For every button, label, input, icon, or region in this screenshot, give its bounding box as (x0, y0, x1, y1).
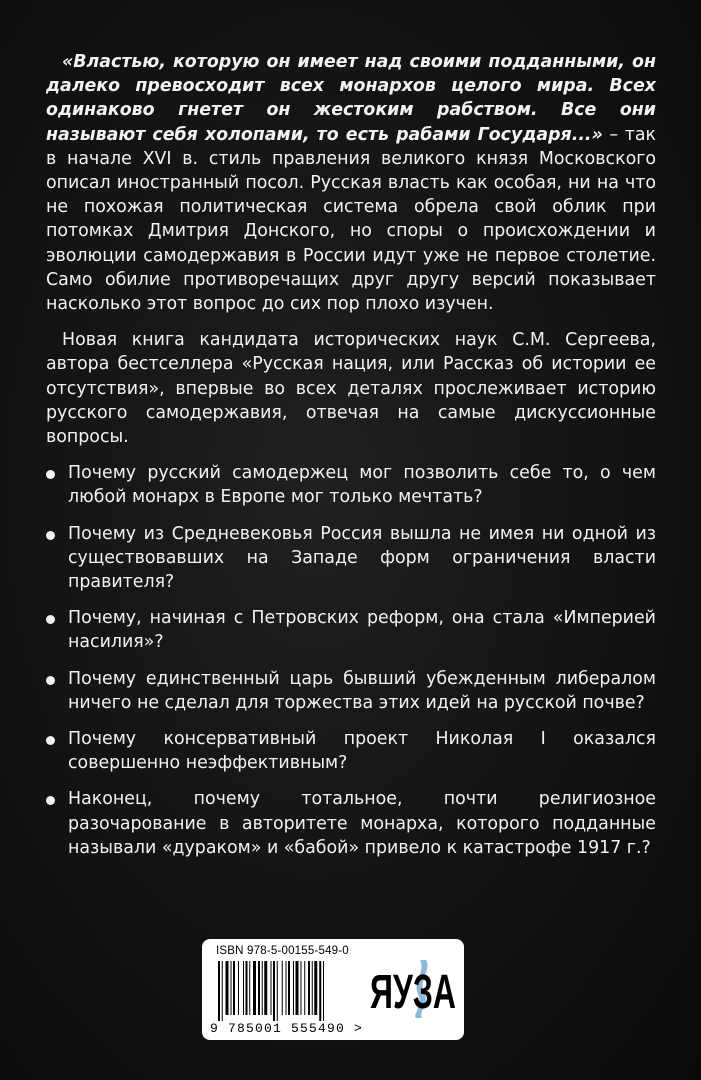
question-item (46, 522, 656, 595)
barcode-bar (218, 961, 220, 1021)
question-text: Наконец, почему тотальное, почти религиозное разочарование в авторитете монарха, которого подданные называли «дураком» и «бабой» привело к катастрофе 1917 г.? (68, 789, 656, 858)
book-description: Новая книга кандидата исторических наук С.М. Сергеева, автора бестселлера «Русская нация, или Рассказ об истории ее отсутствия», впервые во всех деталях прослеживает историю русского самодержавия, отвечая на самые дискуссионные вопросы. (46, 330, 656, 448)
bullet-icon (46, 736, 55, 745)
bullet-icon (46, 470, 55, 479)
barcode-bar (222, 961, 223, 1021)
barcode-bar (231, 961, 232, 1015)
barcode-bar (293, 961, 294, 1015)
barcode-bar (246, 961, 248, 1015)
barcode-bar (319, 961, 321, 1021)
bullet-icon (46, 531, 55, 540)
question-text: Почему из Средневековья Россия вышла не имея ни одной из существовавших на Западе форм ограничения власти правителя? (68, 523, 656, 593)
intro-paragraph (46, 50, 656, 316)
barcode-bar (253, 961, 256, 1015)
question-item (46, 727, 656, 775)
bullet-icon (46, 676, 55, 685)
barcode-bar (249, 961, 250, 1015)
question-item (46, 667, 656, 715)
barcode-bar (226, 961, 229, 1015)
question-text: Почему единственный царь бывший убежденным либералом ничего не сделал для торжества этих идей на русской почве? (68, 668, 656, 713)
intro-text: – так в начале XVI в. стиль правления великого князя Московского описал иностранный посол. Русская власть как особая, ни на что не похожая политическая система обрела свой облик при потомках Дмитрия Донского, но споры о происхождении и эволюции самодержавия в России идут уже не первое столетие. Само обилие противоречащих друг другу версий показывает насколько этот вопрос до сих пор плохо изучен. (46, 124, 656, 315)
bullet-icon (46, 615, 55, 624)
barcode-bar (301, 961, 302, 1015)
barcode-bar (282, 961, 283, 1015)
question-text: Почему, начиная с Петровских реформ, она стала «Империей насилия»? (68, 608, 656, 653)
question-item (46, 606, 656, 654)
question-item (46, 787, 656, 860)
isbn-label: ISBN 978-5-00155-549-0 (216, 945, 349, 957)
bullet-icon (46, 796, 55, 805)
barcode-digits: 9 785001 555490 > (210, 1021, 364, 1036)
barcode-bar (273, 961, 275, 1021)
question-text: Почему консервативный проект Николая I оказался совершенно неэффективным? (68, 729, 656, 774)
barcode-bar (308, 961, 310, 1015)
publisher-logo (368, 958, 458, 1018)
barcode-bar (323, 961, 324, 1021)
barcode-bar (277, 961, 278, 1021)
logo-text: ЯУЗА (370, 966, 456, 1019)
question-list (46, 461, 656, 860)
barcode-bar (286, 961, 287, 1015)
barcode-bar (296, 961, 299, 1015)
question-item (46, 461, 656, 509)
barcode-bar (233, 961, 235, 1015)
barcode-bar (243, 961, 244, 1015)
barcode-bar (304, 961, 305, 1015)
barcode-bar (262, 961, 263, 1015)
annotation-text (46, 50, 656, 872)
barcode-icon (216, 961, 356, 1021)
question-text: Почему русский самодержец мог позволить себе то, о чем любой монарх в Европе мог только мечтать? (68, 463, 656, 508)
barcode-bar (238, 961, 239, 1015)
barcode-bar (288, 961, 290, 1015)
barcode-bar (258, 961, 260, 1015)
intro-quote: «Властью, которую он имеет над своими подданными, он далеко превосходит всех монархов целого мира. Всех одинаково гнетет он жестоким рабством. Все они называют себя холопами, то есть рабами Государя...» (46, 52, 656, 145)
barcode-bar (314, 961, 317, 1015)
barcode-bar (271, 961, 272, 1015)
barcode-bar (312, 961, 313, 1015)
barcode-bar (264, 961, 267, 1015)
